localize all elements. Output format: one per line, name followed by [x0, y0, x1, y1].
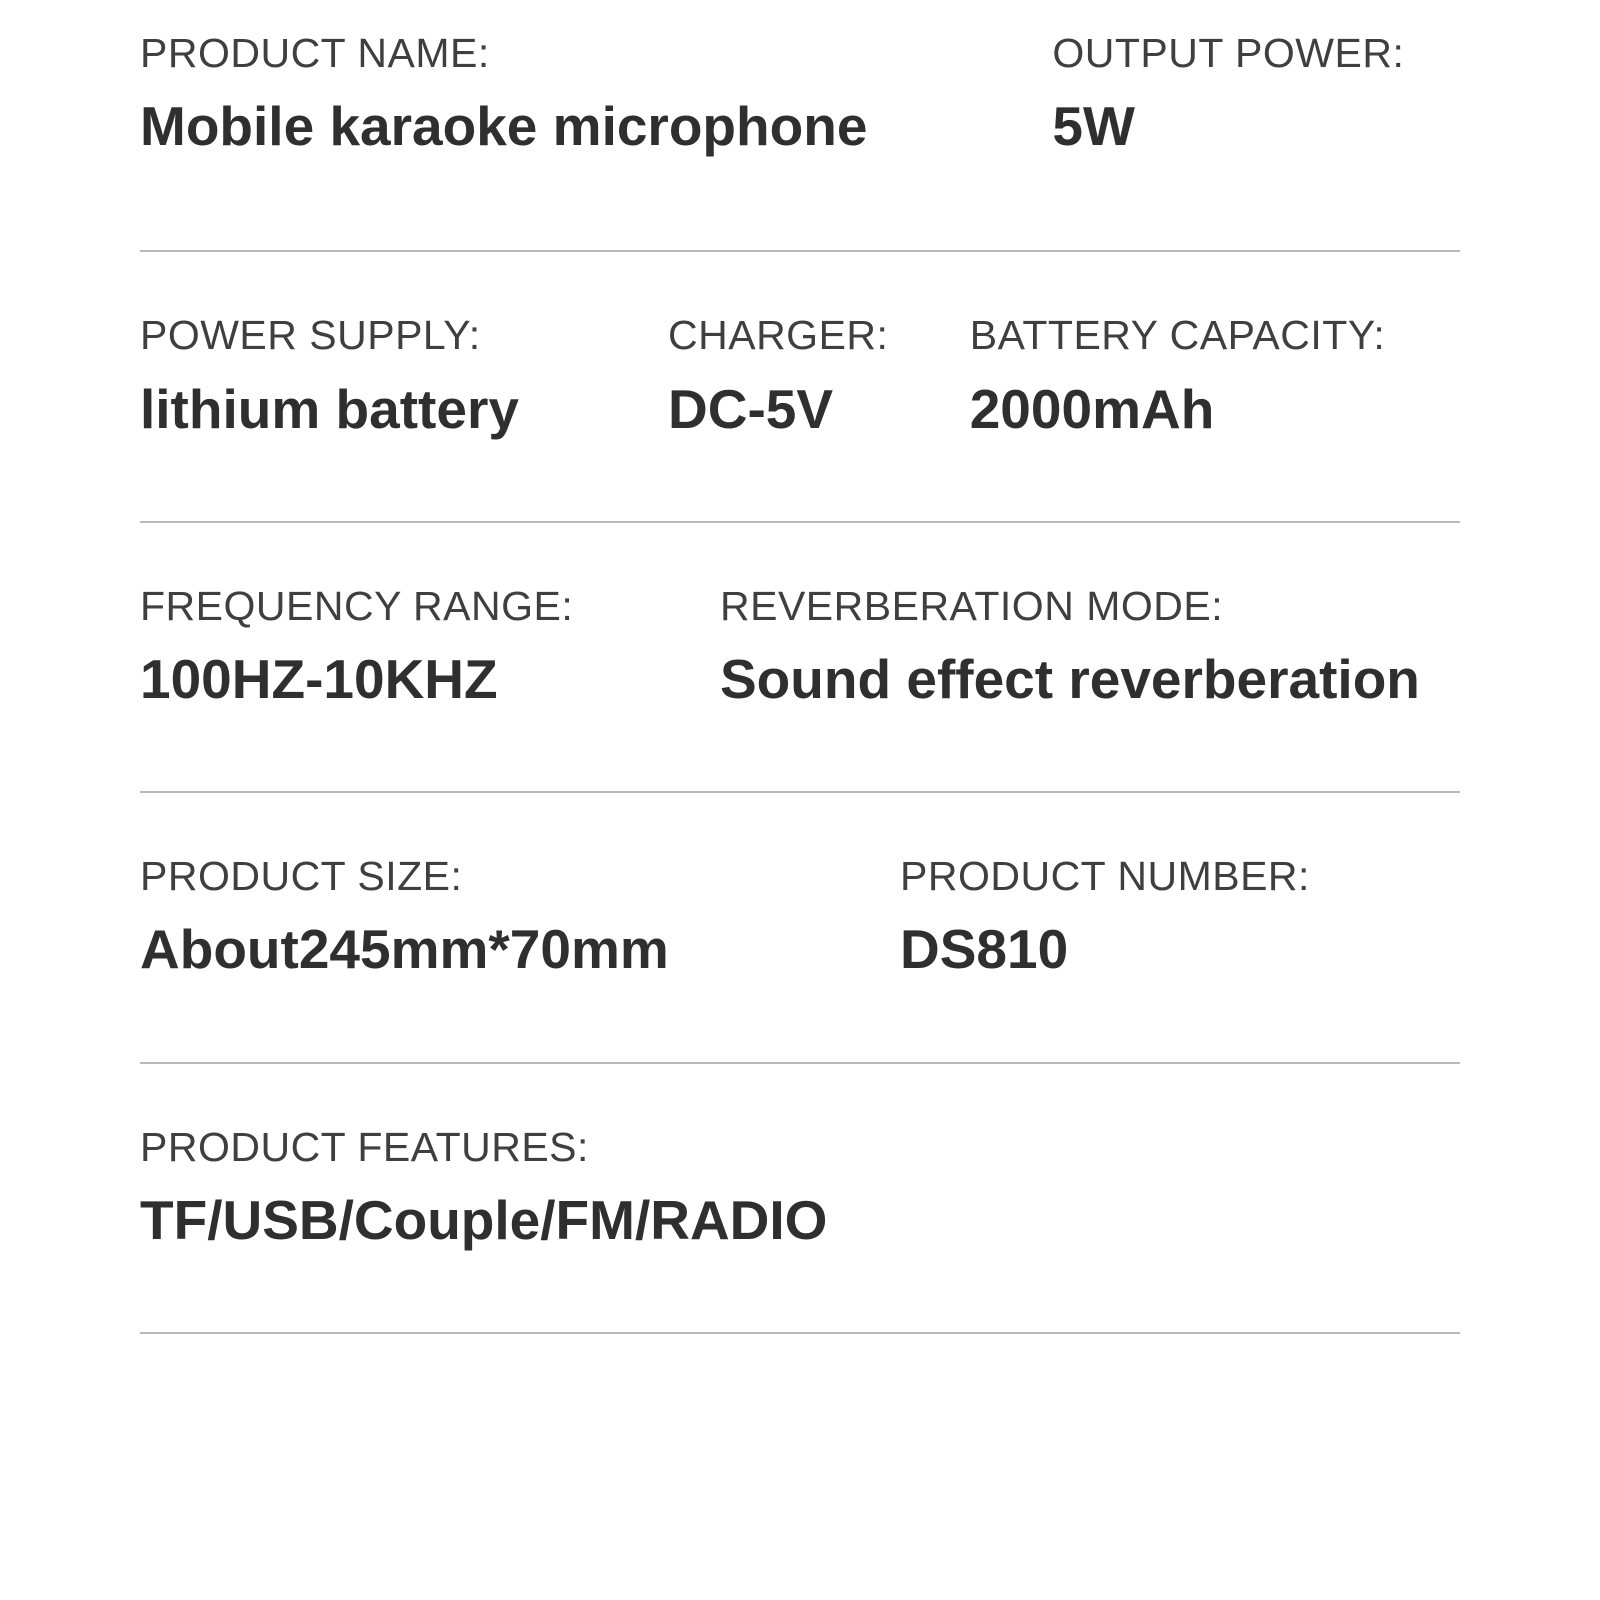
spec-row-audio	[140, 523, 1460, 711]
row-spacer	[140, 711, 1460, 791]
spec-cell-output-power	[1052, 30, 1460, 158]
product-number-label: PRODUCT NUMBER:	[900, 853, 1310, 900]
product-number-value: DS810	[900, 918, 1069, 981]
power-supply-value: lithium battery	[140, 377, 519, 440]
frequency-range-label: FREQUENCY RANGE:	[140, 582, 574, 629]
spec-row-features	[140, 1064, 1460, 1252]
spec-cell-power-supply	[140, 312, 668, 440]
product-size-value: About245mm*70mm	[140, 918, 669, 981]
spec-cell-product-features	[140, 1124, 1460, 1252]
power-supply-label: POWER SUPPLY:	[140, 312, 481, 359]
battery-capacity-label: BATTERY CAPACITY:	[969, 312, 1386, 359]
reverberation-mode-value: Sound effect reverberation	[720, 647, 1420, 710]
row-spacer	[140, 982, 1460, 1062]
divider-5	[140, 1332, 1460, 1334]
spec-cell-product-size	[140, 853, 900, 981]
product-features-label: PRODUCT FEATURES:	[140, 1123, 589, 1170]
spec-cell-charger	[668, 312, 970, 440]
spec-cell-product-number	[900, 853, 1460, 981]
spec-cell-product-name	[140, 30, 1052, 158]
spec-cell-frequency-range	[140, 583, 720, 711]
product-features-value: TF/USB/Couple/FM/RADIO	[140, 1188, 828, 1251]
spec-row-identity	[140, 793, 1460, 981]
product-name-value: Mobile karaoke microphone	[140, 95, 868, 158]
charger-label: CHARGER:	[668, 312, 889, 359]
reverberation-mode-label: REVERBERATION MODE:	[720, 582, 1224, 629]
product-size-label: PRODUCT SIZE:	[140, 853, 463, 900]
charger-value: DC-5V	[668, 377, 834, 440]
spec-cell-reverberation-mode	[720, 583, 1460, 711]
output-power-label: OUTPUT POWER:	[1052, 30, 1405, 76]
spec-row-power	[140, 252, 1460, 440]
battery-capacity-value: 2000mAh	[969, 377, 1215, 440]
output-power-value: 5W	[1052, 95, 1135, 158]
row-spacer	[140, 1252, 1460, 1332]
product-name-label: PRODUCT NAME:	[140, 30, 490, 76]
row-spacer	[140, 158, 1460, 250]
row-spacer	[140, 441, 1460, 521]
spec-row-product-name	[140, 0, 1460, 158]
spec-cell-battery-capacity	[970, 312, 1460, 440]
frequency-range-value: 100HZ-10KHZ	[140, 647, 498, 710]
